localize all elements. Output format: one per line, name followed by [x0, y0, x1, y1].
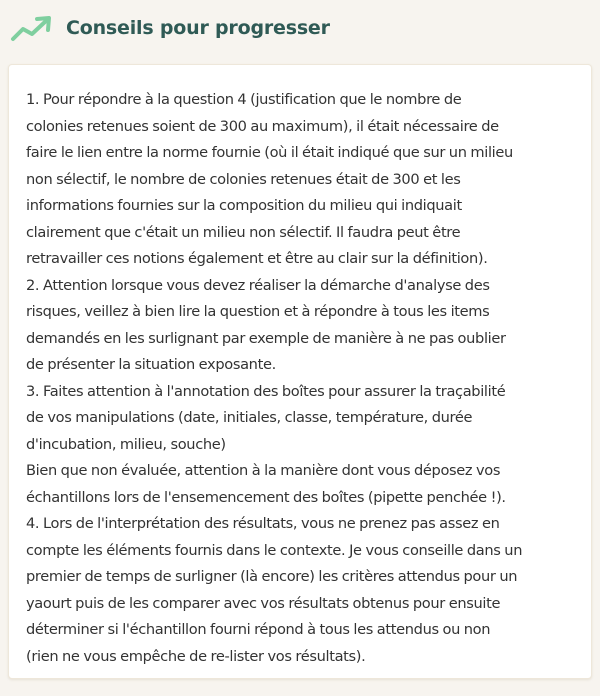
text-line: d'incubation, milieu, souche): [26, 435, 226, 453]
text-line: non sélectif, le nombre de colonies retenues était de 300 et les: [26, 170, 461, 188]
section-header: [10, 10, 330, 46]
text-line: 4. Lors de l'interprétation des résultats, vous ne prenez pas assez en: [26, 515, 500, 532]
text-line: 3. Faites attention à l'annotation des boîtes pour assurer la traçabilité: [26, 382, 506, 400]
trending-up-icon: [10, 13, 56, 43]
text-line: échantillons lors de l'ensemencement des boîtes (pipette penchée !).: [26, 488, 506, 506]
advice-card: [8, 64, 592, 679]
text-line: clairement que c'était un milieu non sélectif. Il faudra peut être: [26, 223, 461, 241]
text-line: déterminer si l'échantillon fourni répond à tous les attendus ou non: [26, 621, 491, 638]
text-line: faire le lien entre la norme fournie (où il était indiqué que sur un milieu: [26, 144, 513, 161]
advice-text: [26, 87, 586, 670]
text-line: informations fournies sur la composition du milieu qui indiquait: [26, 197, 462, 214]
text-line: (rien ne vous empêche de re-lister vos résultats).: [26, 647, 366, 665]
text-line: colonies retenues soient de 300 au maximum), il était nécessaire de: [26, 117, 499, 135]
text-line: Bien que non évaluée, attention à la manière dont vous déposez vos: [26, 462, 501, 479]
text-line: compte les éléments fournis dans le contexte. Je vous conseille dans un: [26, 541, 523, 559]
text-line: 2. Attention lorsque vous devez réaliser la démarche d'analyse des: [26, 276, 490, 294]
text-line: de vos manipulations (date, initiales, classe, température, durée: [26, 409, 473, 426]
text-line: risques, veillez à bien lire la question et à répondre à tous les items: [26, 303, 490, 320]
text-line: yaourt puis de les comparer avec vos résultats obtenus pour ensuite: [26, 594, 501, 612]
text-line: retravailler ces notions également et être au clair sur la définition).: [26, 250, 488, 267]
section-title: Conseils pour progresser: [66, 17, 330, 39]
text-line: 1. Pour répondre à la question 4 (justification que le nombre de: [26, 91, 462, 108]
text-line: demandés en les surlignant par exemple de manière à ne pas oublier: [26, 329, 506, 347]
text-line: de présenter la situation exposante.: [26, 356, 276, 373]
text-line: premier de temps de surligner (là encore) les critères attendus pour un: [26, 568, 518, 585]
